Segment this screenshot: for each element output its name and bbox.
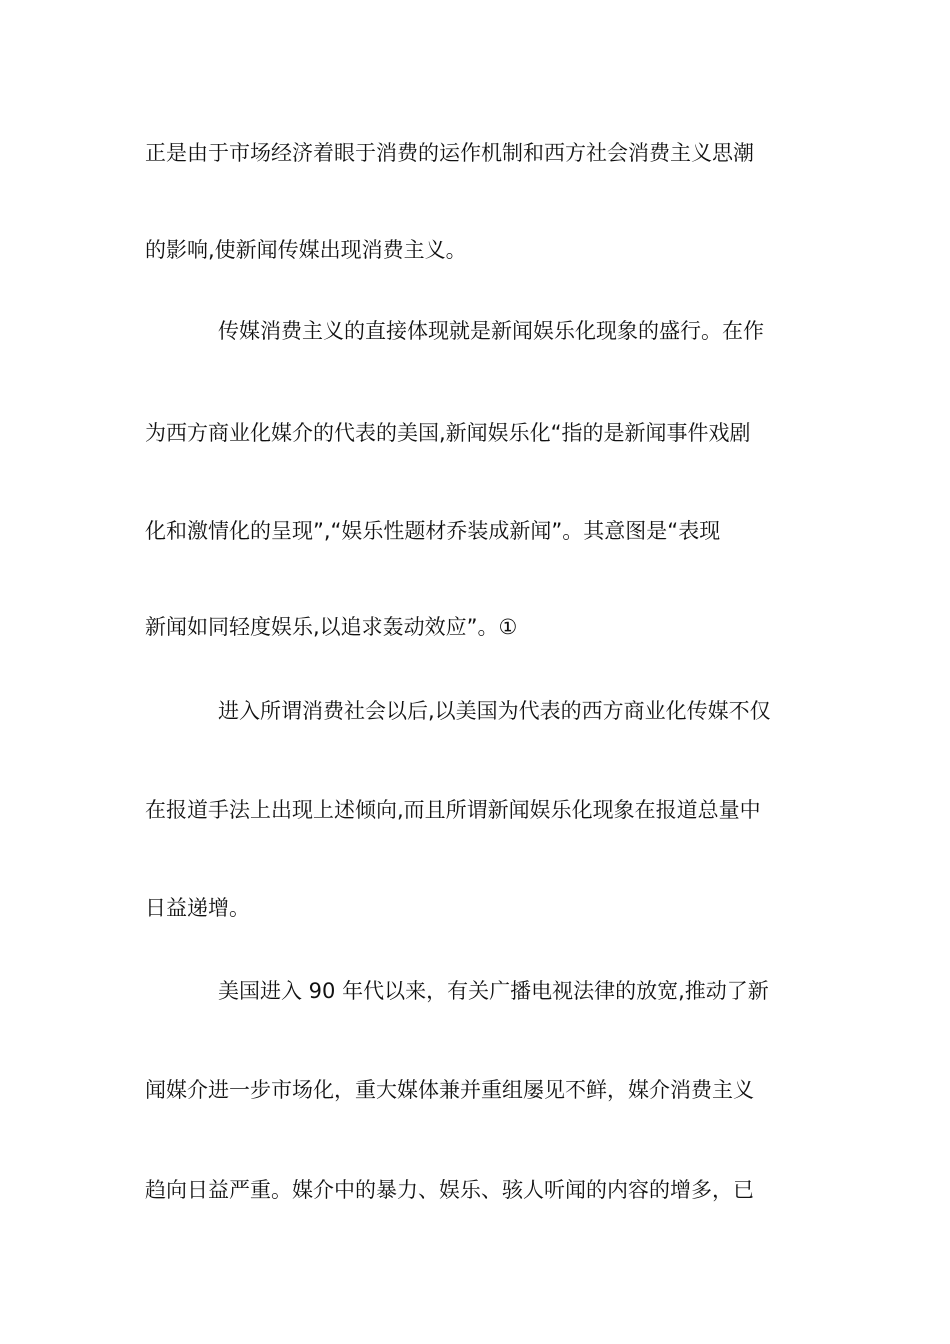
text-line: 进入所谓消费社会以后,以美国为代表的西方商业化传媒不仅: [218, 699, 771, 723]
text-line: 化和激情化的呈现”,“娱乐性题材乔装成新闻”。其意图是“表现: [145, 519, 721, 543]
text-line: 趋向日益严重。媒介中的暴力、娱乐、骇人听闻的内容的增多，已: [145, 1178, 754, 1202]
text-line: 传媒消费主义的直接体现就是新闻娱乐化现象的盛行。在作: [218, 319, 764, 343]
text-line: 为西方商业化媒介的代表的美国,新闻娱乐化“指的是新闻事件戏剧: [145, 421, 751, 445]
text-line: 的影响,使新闻传媒出现消费主义。: [145, 238, 467, 262]
text-line: 新闻如同轻度娱乐,以追求轰动效应”。①: [145, 615, 518, 639]
text-line: 日益递增。: [145, 896, 250, 920]
text-line: 闻媒介进一步市场化，重大媒体兼并重组屡见不鲜，媒介消费主义: [145, 1078, 754, 1102]
text-line: 美国进入 90 年代以来，有关广播电视法律的放宽,推动了新: [218, 979, 769, 1003]
text-line: 正是由于市场经济着眼于消费的运作机制和西方社会消费主义思潮: [145, 141, 754, 165]
text-line: 在报道手法上出现上述倾向,而且所谓新闻娱乐化现象在报道总量中: [145, 798, 761, 822]
